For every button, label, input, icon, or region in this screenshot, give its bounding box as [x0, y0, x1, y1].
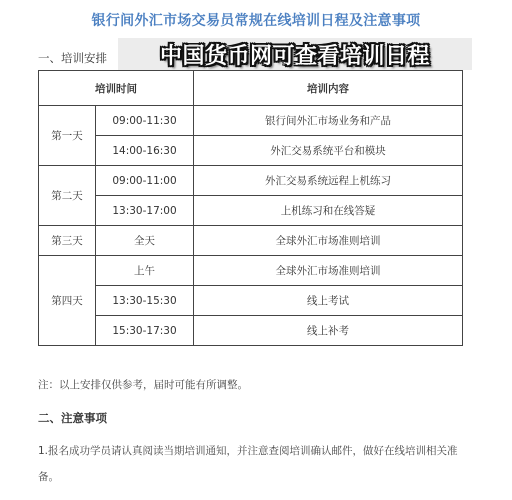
day-cell: 第二天	[39, 166, 96, 226]
section-heading-notes: 二、注意事项	[38, 411, 107, 425]
time-cell: 15:30-17:30	[96, 316, 194, 346]
schedule-note: 注：以上安排仅供参考，届时可能有所调整。	[38, 379, 248, 391]
time-cell: 13:30-17:00	[96, 196, 194, 226]
header-content: 培训内容	[194, 71, 463, 106]
time-cell: 09:00-11:30	[96, 106, 194, 136]
day-cell: 第一天	[39, 106, 96, 166]
content-cell: 线上补考	[194, 316, 463, 346]
content-cell: 上机练习和在线答疑	[194, 196, 463, 226]
content-cell: 全球外汇市场准则培训	[194, 256, 463, 286]
table-row	[39, 196, 463, 226]
content-cell: 外汇交易系统平台和模块	[194, 136, 463, 166]
table-header-row	[39, 71, 463, 106]
time-cell: 上午	[96, 256, 194, 286]
content-cell: 全球外汇市场准则培训	[194, 226, 463, 256]
content-cell: 银行间外汇市场业务和产品	[194, 106, 463, 136]
day-cell: 第三天	[39, 226, 96, 256]
time-cell: 13:30-15:30	[96, 286, 194, 316]
table-row	[39, 286, 463, 316]
table-row	[39, 166, 463, 196]
table-row	[39, 226, 463, 256]
time-cell: 09:00-11:00	[96, 166, 194, 196]
table-row	[39, 106, 463, 136]
content-cell: 线上考试	[194, 286, 463, 316]
section-heading-schedule: 一、培训安排	[38, 51, 107, 65]
schedule-table	[38, 70, 463, 346]
notice-paragraph: 1.报名成功学员请认真阅读当期培训通知，并注意查阅培训确认邮件，做好在线培训相关准备。	[38, 445, 458, 483]
content-cell: 外汇交易系统远程上机练习	[194, 166, 463, 196]
document-title: 银行间外汇市场交易员常规在线培训日程及注意事项	[91, 13, 421, 29]
time-cell: 全天	[96, 226, 194, 256]
day-cell: 第四天	[39, 256, 96, 346]
overlay-caption: 中国货币网可查看培训日程	[118, 38, 472, 70]
table-row	[39, 316, 463, 346]
time-cell: 14:00-16:30	[96, 136, 194, 166]
table-row	[39, 256, 463, 286]
header-time: 培训时间	[39, 71, 194, 106]
table-row	[39, 136, 463, 166]
